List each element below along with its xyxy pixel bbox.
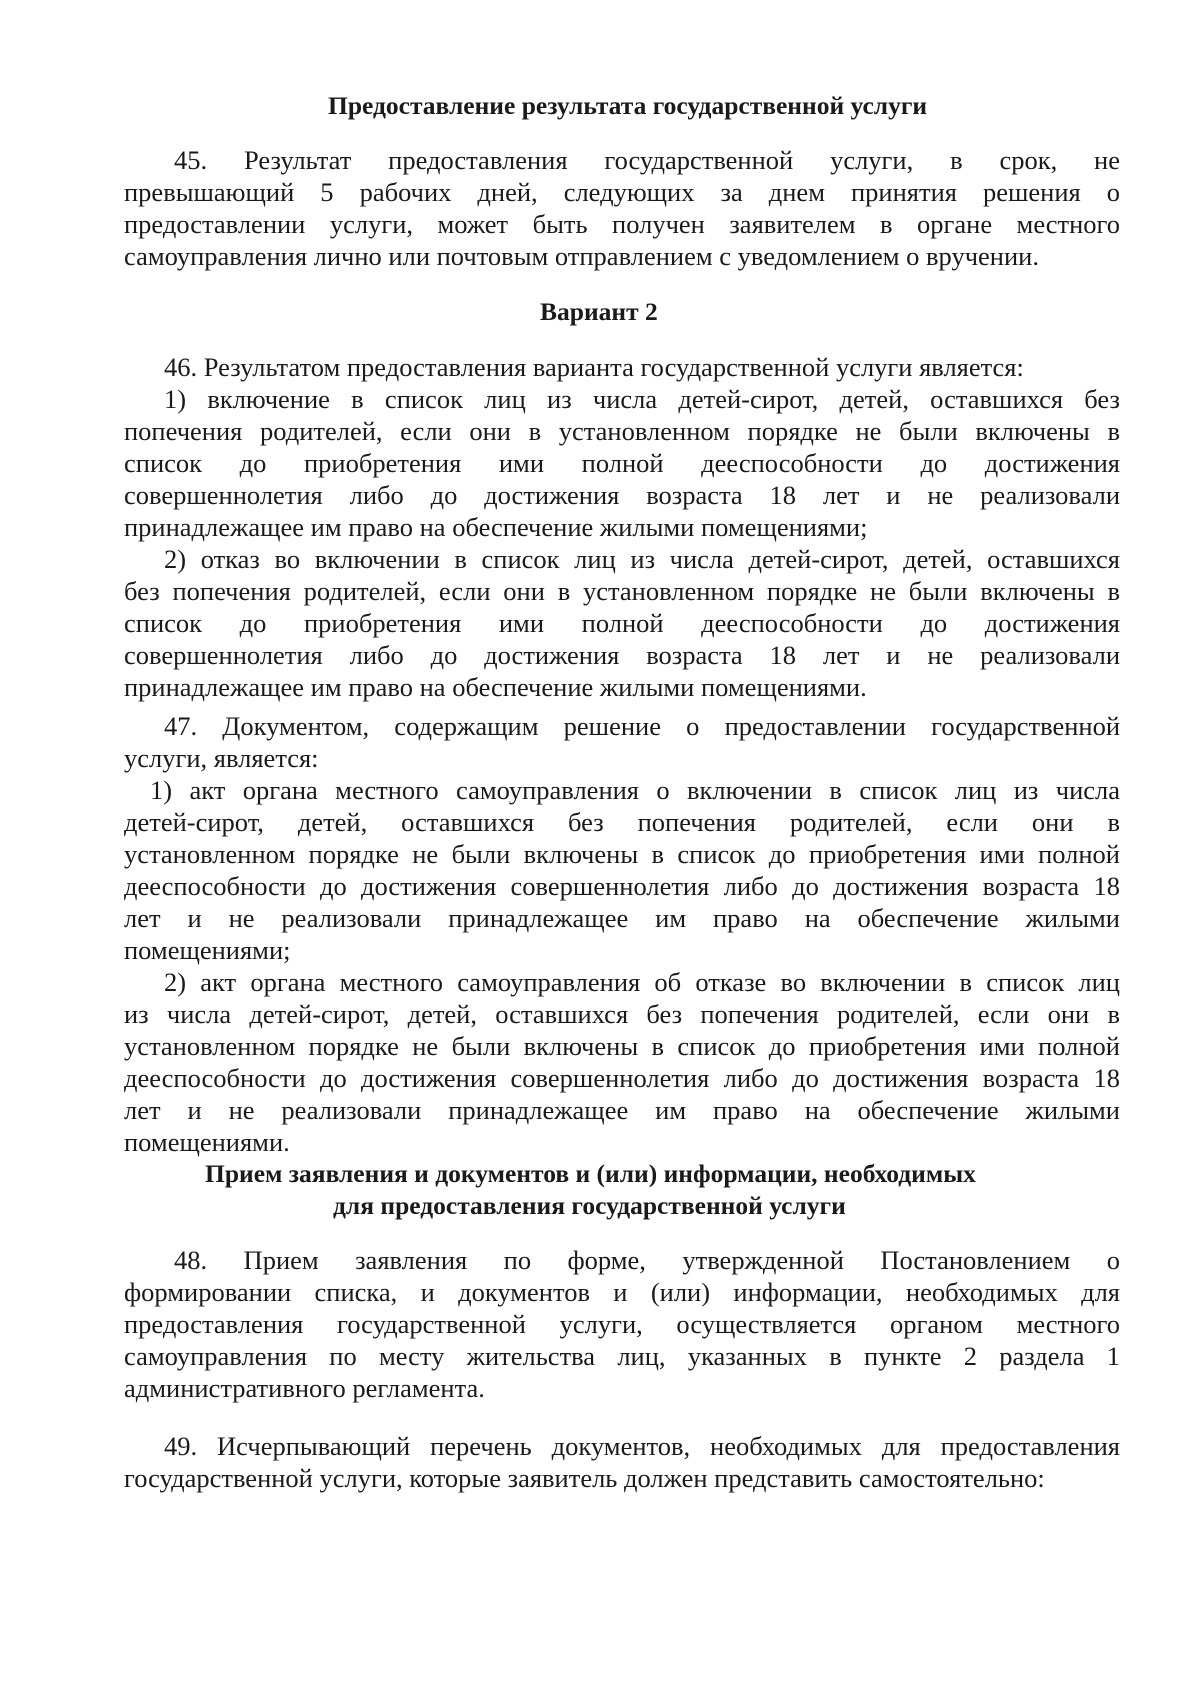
text-line: без попечения родителей, если они в установленном порядке не были включены в xyxy=(124,576,1120,606)
text-line: принадлежащее им право на обеспечение жилыми помещениями. xyxy=(124,672,867,702)
text-line: 48. Прием заявления по форме, утвержденной Постановлением о xyxy=(174,1245,1120,1275)
paragraph-46 xyxy=(124,351,1120,703)
text-line: формировании списка, и документов и (или) информации, необходимых для xyxy=(124,1277,1120,1307)
text-line: лет и не реализовали принадлежащее им право на обеспечение жилыми xyxy=(124,1095,1120,1125)
text-line: принадлежащее им право на обеспечение жилыми помещениями; xyxy=(124,512,868,542)
text-line: самоуправления по месту жительства лиц, указанных в пункте 2 раздела 1 xyxy=(124,1341,1120,1371)
text-line: из числа детей-сирот, детей, оставшихся без попечения родителей, если они в xyxy=(124,999,1120,1029)
section-heading-reception-line1: Прием заявления и документов и (или) информации, необходимых xyxy=(205,1159,976,1188)
paragraph-49 xyxy=(124,1430,1120,1494)
text-line: 2) отказ во включении в список лиц из числа детей-сирот, детей, оставшихся xyxy=(164,544,1120,574)
section-heading-reception-line2: для предоставления государственной услуги xyxy=(333,1191,846,1220)
text-line: 46. Результатом предоставления варианта государственной услуги является: xyxy=(164,352,1024,382)
text-line: список до приобретения ими полной дееспособности до достижения xyxy=(124,608,1120,638)
section-heading-result: Предоставление результата государственной услуги xyxy=(328,91,928,120)
text-line: предоставления государственной услуги, осуществляется органом местного xyxy=(124,1309,1120,1339)
text-line: установленном порядке не были включены в список до приобретения ими полной xyxy=(124,839,1120,869)
text-line: попечения родителей, если они в установленном порядке не были включены в xyxy=(124,416,1120,446)
text-line: 49. Исчерпывающий перечень документов, необходимых для предоставления xyxy=(164,1431,1120,1461)
text-line: предоставлении услуги, может быть получен заявителем в органе местного xyxy=(124,209,1120,239)
section-heading-variant: Вариант 2 xyxy=(540,297,658,326)
paragraph-47 xyxy=(124,710,1120,1158)
text-line: услуги, является: xyxy=(124,743,319,773)
text-line: установленном порядке не были включены в список до приобретения ими полной xyxy=(124,1031,1120,1061)
text-line: список до приобретения ими полной дееспособности до достижения xyxy=(124,448,1120,478)
text-line: совершеннолетия либо до достижения возраста 18 лет и не реализовали xyxy=(124,640,1120,670)
text-line: дееспособности до достижения совершеннолетия либо до достижения возраста 18 xyxy=(124,1063,1120,1093)
text-line: 1) акт органа местного самоуправления о включении в список лиц из числа xyxy=(150,775,1120,805)
text-line: 45. Результат предоставления государственной услуги, в срок, не xyxy=(174,145,1120,175)
text-line: 1) включение в список лиц из числа детей-сирот, детей, оставшихся без xyxy=(164,384,1120,414)
paragraph-45 xyxy=(124,144,1120,272)
paragraph-48 xyxy=(124,1244,1120,1404)
text-line: дееспособности до достижения совершеннолетия либо до достижения возраста 18 xyxy=(124,871,1120,901)
text-line: лет и не реализовали принадлежащее им право на обеспечение жилыми xyxy=(124,903,1120,933)
text-line: совершеннолетия либо до достижения возраста 18 лет и не реализовали xyxy=(124,480,1120,510)
text-line: помещениями. xyxy=(124,1127,290,1157)
text-line: административного регламента. xyxy=(124,1373,485,1403)
text-line: помещениями; xyxy=(124,935,291,965)
text-line: превышающий 5 рабочих дней, следующих за днем принятия решения о xyxy=(124,177,1120,207)
text-line: самоуправления лично или почтовым отправлением с уведомлением о вручении. xyxy=(124,241,1039,271)
text-line: детей-сирот, детей, оставшихся без попечения родителей, если они в xyxy=(124,807,1120,837)
text-line: государственной услуги, которые заявитель должен представить самостоятельно: xyxy=(124,1463,1045,1493)
text-line: 2) акт органа местного самоуправления об отказе во включении в список лиц xyxy=(164,967,1120,997)
text-line: 47. Документом, содержащим решение о предоставлении государственной xyxy=(164,711,1120,741)
